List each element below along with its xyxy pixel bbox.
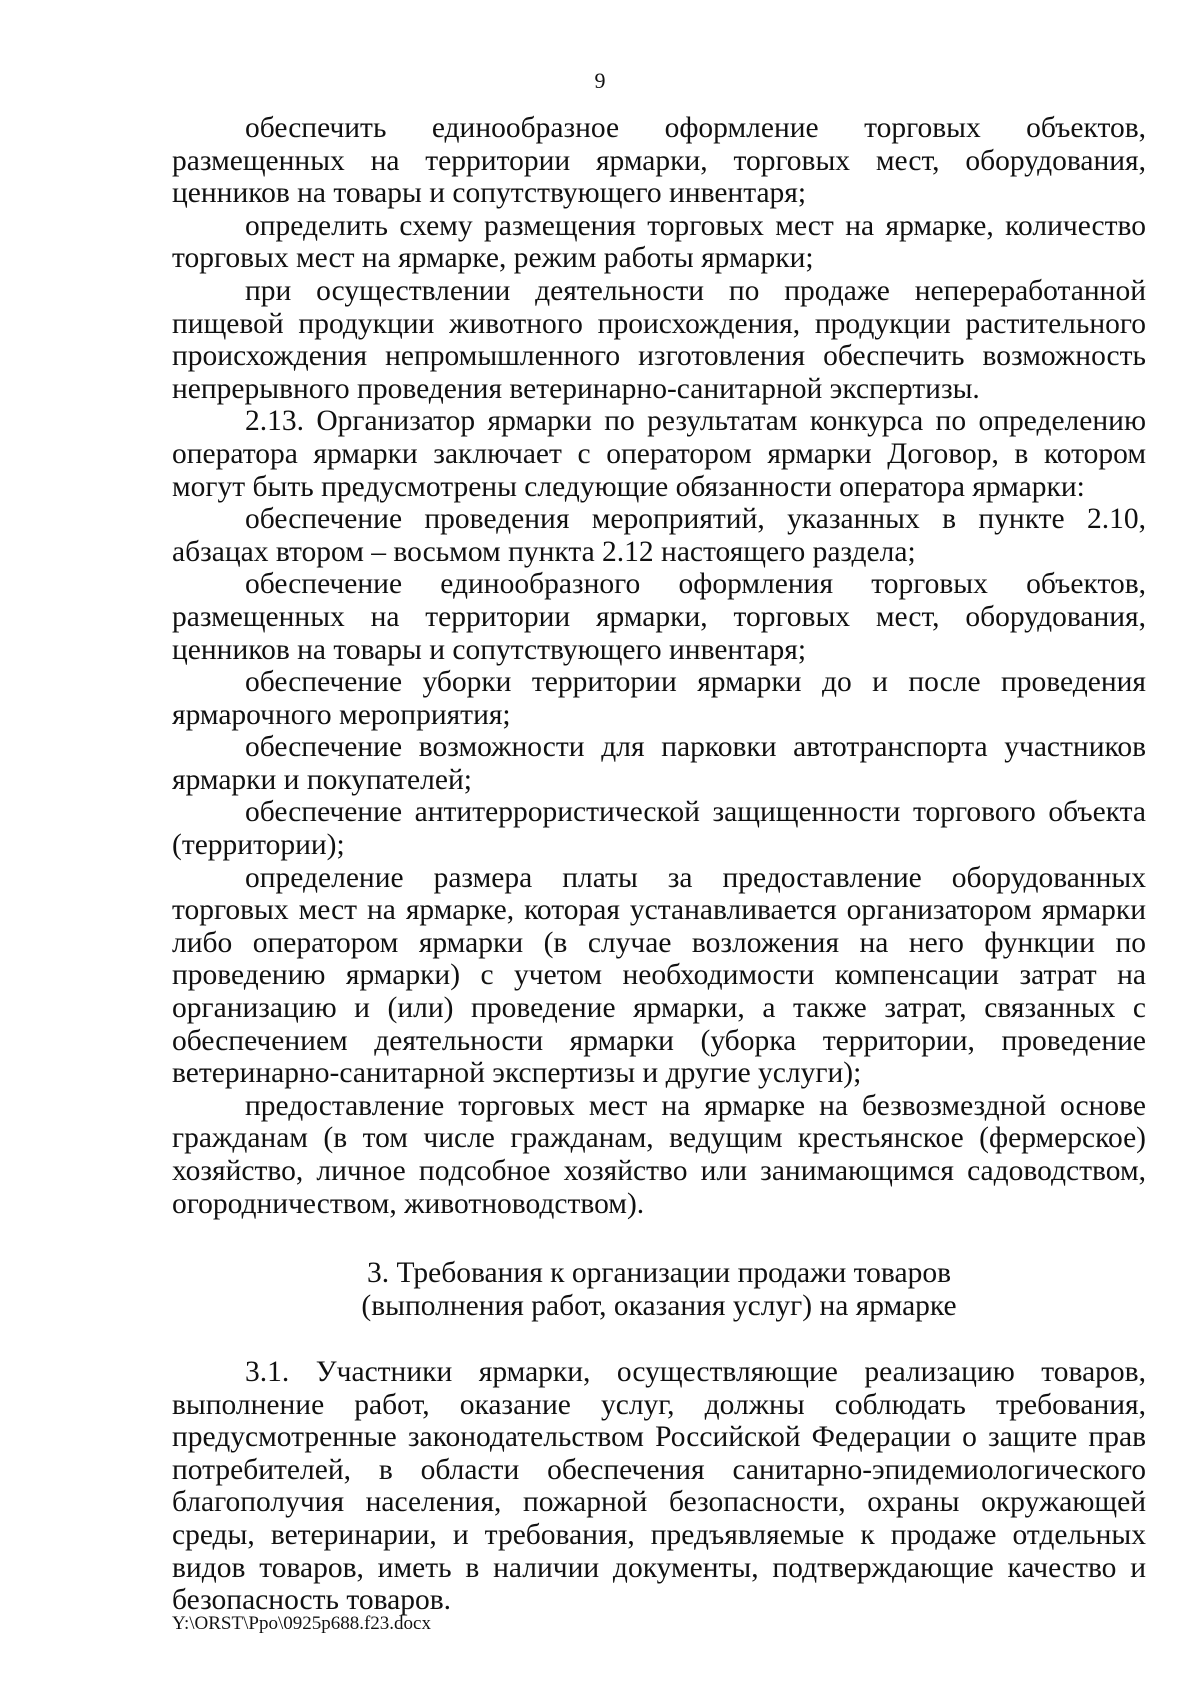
paragraph-3-1: 3.1. Участники ярмарки, осуществляющие реализацию товаров, выполнение работ, оказание услуг, должны соблюдать требования, предусмотренные законодательством Российской Федерации о защите прав потребителей, в области обеспечения санитарно-эпидемиологического благополучия населения, пожарной безопасности, охраны окружающей среды, ветеринарии, и требования, предъявляемые к продаже отдельных видов товаров, иметь в наличии документы, подтверждающие качество и безопасность товаров. bbox=[172, 1356, 1146, 1617]
footer-file-path: Y:\ORST\Ppo\0925p688.f23.docx bbox=[172, 1613, 431, 1634]
paragraph-fee: определение размера платы за предоставление оборудованных торговых мест на ярмарке, которая устанавливается организатором ярмарки либо оператором ярмарки (в случае возложения на него функции по проведению ярмарки) с учетом необходимости компенсации затрат на организацию и (или) проведение ярмарки, а также затрат, связанных с обеспечением деятельности ярмарки (уборка территории, проведение ветеринарно-санитарной экспертизы и другие услуги); bbox=[172, 861, 1146, 1090]
section-heading-line1: 3. Требования к организации продажи товаров bbox=[366, 1257, 951, 1289]
section-heading bbox=[172, 1257, 1146, 1322]
paragraph-parking: обеспечение возможности для парковки автотранспорта участников ярмарки и покупателей; bbox=[172, 731, 1146, 796]
section-heading-line2: (выполнения работ, оказания услуг) на ярмарке bbox=[361, 1289, 957, 1322]
paragraph-placement-scheme: определить схему размещения торговых мест на ярмарке, количество торговых мест на ярмарке, режим работы ярмарки; bbox=[172, 209, 1146, 275]
page-number: 9 bbox=[594, 68, 606, 93]
paragraph-free-places: предоставление торговых мест на ярмарке на безвозмездной основе гражданам (в том числе гражданам, ведущим крестьянское (фермерское) хозяйство, личное подсобное хозяйство или занимающимся садоводством, огородничеством, животноводством). bbox=[172, 1089, 1146, 1220]
paragraph-uniform-design-provision: обеспечение единообразного оформления торговых объектов, размещенных на территории ярмарки, торговых мест, оборудования, ценников на товары и сопутствующего инвентаря; bbox=[172, 568, 1146, 666]
paragraph-2-13: 2.13. Организатор ярмарки по результатам конкурса по определению оператора ярмарки заключает с оператором ярмарки Договор, в котором могут быть предусмотрены следующие обязанности оператора ярмарки: bbox=[172, 405, 1146, 503]
document-body bbox=[172, 112, 1146, 1220]
paragraph-uniform-design: обеспечить единообразное оформление торговых объектов, размещенных на территории ярмарки, торговых мест, оборудования, ценников на товары и сопутствующего инвентаря; bbox=[172, 112, 1146, 210]
paragraph-events-provision: обеспечение проведения мероприятий, указанных в пункте 2.10, абзацах втором – восьмом пункта 2.12 настоящего раздела; bbox=[172, 503, 1146, 568]
paragraph-antiterror: обеспечение антитеррористической защищенности торгового объекта (территории); bbox=[172, 796, 1146, 862]
paragraph-cleaning: обеспечение уборки территории ярмарки до и после проведения ярмарочного мероприятия; bbox=[172, 666, 1146, 731]
section-3-body bbox=[172, 1356, 1146, 1617]
paragraph-veterinary-expertise: при осуществлении деятельности по продаже непереработанной пищевой продукции животного происхождения, продукции растительного происхождения непромышленного изготовления обеспечить возможность непрерывного проведения ветеринарно-санитарной экспертизы. bbox=[172, 274, 1146, 405]
